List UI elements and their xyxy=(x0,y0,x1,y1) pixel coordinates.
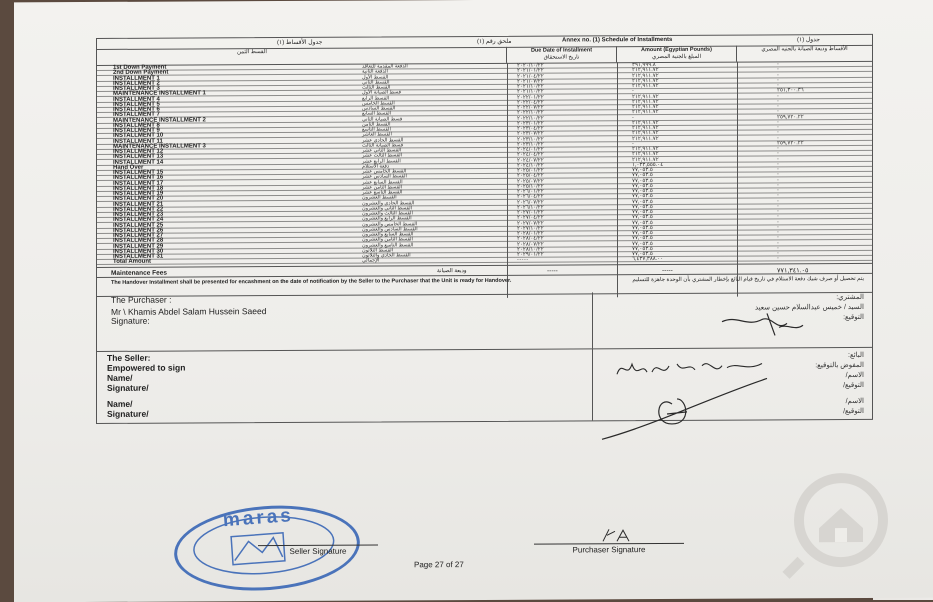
seller-handwritten-signature xyxy=(597,353,797,444)
table-cell-maint: - xyxy=(777,82,779,89)
table-cell-en: INSTALLMENT 29 xyxy=(113,243,164,250)
table-cell-amount: ٧٧,٠٥٣.٥ xyxy=(632,198,653,205)
table-cell-maint: - xyxy=(777,250,779,257)
table-cell-en: INSTALLMENT 30 xyxy=(113,248,164,255)
purchaser-name-ar: السيد / خميس عبدالسلام حسين سعيد xyxy=(754,303,864,312)
table-cell-date: ٢٠٢٦/١٠/٢٢ xyxy=(517,204,544,211)
table-cell-amount: ٧٧,٠٥٣.٥ xyxy=(632,209,653,216)
table-cell-en: INSTALLMENT 23 xyxy=(113,211,164,218)
table-cell-amount: ٢١٢,٩١١.٧٢ xyxy=(632,77,659,84)
table-cell-ar: القسط التاسع xyxy=(362,126,391,133)
table-cell-date: ٢٠٢٣/٠٤/٢٢ xyxy=(517,125,544,132)
header-mid-en: Annex no. (1) Schedule of Installments xyxy=(562,36,673,44)
table-cell-date: ٢٠٢١/١٠/٢٢ xyxy=(517,88,544,96)
table-cell-date: ٢٠٢٥/٠٧/٢٢ xyxy=(517,178,544,185)
seller-empowered-ar: المفوض بالتوقيع: xyxy=(815,361,864,370)
stamp-text: maras xyxy=(222,505,295,532)
table-cell-amount: ٧٧,٠٥٣.٥ xyxy=(632,245,653,252)
table-cell-en: INSTALLMENT 7 xyxy=(113,111,160,119)
table-cell-ar: القسط الرابع xyxy=(362,94,390,102)
table-cell-amount: ٧٧,٠٥٣.٥ xyxy=(632,172,653,179)
table-cell-date: ٢٠٢٧/٠١/٢٢ xyxy=(517,209,544,216)
total-cell-date: ----- xyxy=(517,256,529,264)
table-cell-amount: ٢١٢,٩١١.٧٢ xyxy=(632,93,659,100)
table-cell-date: ٢٠٢٠/١٠/٢٢ xyxy=(517,62,544,69)
table-cell-en: MAINTENANCE INSTALLMENT 1 xyxy=(113,90,206,98)
table-cell-date: ٢٠٢٧/١٠/٢٢ xyxy=(517,225,544,232)
maintenance-fees-row: Maintenance Fees وديعة الصيانة ----- ----- ٧٧١,٣٤١.٠٥ xyxy=(97,263,872,278)
home-watermark-icon xyxy=(771,470,911,581)
purchaser-name: Mr \ Khamis Abdel Salam Hussein Saeed xyxy=(111,306,267,317)
table-cell-en: Hand Over xyxy=(113,164,144,171)
table-cell-maint: ٢٥٩,٧٢٠.٢٢ xyxy=(777,140,804,147)
table-cell-date: ٢٠٢٤/١٠/٢٢ xyxy=(517,162,544,169)
page-number: Page 27 of 27 xyxy=(414,560,464,570)
table-cell-date: ٢٠٢٢/٠٤/٢٢ xyxy=(517,99,544,106)
table-cell-amount: ٧٧,٠٥٣.٥ xyxy=(632,224,653,231)
table-cell-date: ٢٠٢١/٠٧/٢٢ xyxy=(517,78,544,85)
seller-label-ar: البائع: xyxy=(848,351,864,360)
table-cell-maint: - xyxy=(777,197,779,204)
table-cell-maint: - xyxy=(777,161,779,168)
col-divider xyxy=(507,63,508,298)
table-cell-amount: ٢١٢,٩١١.٧٢ xyxy=(632,104,659,111)
table-cell-date: ٢٠٢٢/١٠/٢٢ xyxy=(517,109,544,117)
purchaser-initials xyxy=(599,527,659,545)
table-cell-ar: القسط الثلاثون xyxy=(362,247,394,254)
table-cell-amount: ٢١٢,٩١١.٧٢ xyxy=(632,98,659,105)
table-cell-date: ٢٠٢١/٠١/٢٢ xyxy=(517,67,544,75)
seller-signature-line: Seller Signature xyxy=(258,545,378,557)
table-cell-en: INSTALLMENT 5 xyxy=(113,101,160,108)
table-cell-amount: ٢١٢,٩١١.٧٢ xyxy=(632,72,659,79)
table-cell-amount: ٧٧,٠٥٣.٥ xyxy=(632,203,653,210)
table-cell-ar: الدفعة المقدمة للتعاقد xyxy=(362,63,408,70)
table-cell-ar: القسط الثاني عشر xyxy=(362,147,402,154)
table-cell-date: ٢٠٢٣/١٠/٢٢ xyxy=(517,141,544,148)
table-cell-en: INSTALLMENT 4 xyxy=(113,96,160,103)
seller-signature-2: Signature/ xyxy=(107,408,149,419)
table-cell-amount: ٧٧,٠٥٣.٥ xyxy=(632,182,653,189)
seller-name-2-ar: الاسم/ xyxy=(845,397,864,406)
table-cell-date: ٢٠٢٣/٠١/٢٢ xyxy=(517,120,544,127)
table-cell-en: INSTALLMENT 13 xyxy=(113,153,164,161)
table-cell-maint: - xyxy=(777,66,779,73)
table-cell-amount: ٧٧,٠٥٣.٥ xyxy=(632,177,653,184)
table-cell-en: 1st Down Payment xyxy=(113,64,167,71)
table-cell-amount: ٢١٢,٩١١.٧٢ xyxy=(632,130,659,137)
table-cell-en: INSTALLMENT 16 xyxy=(113,174,164,182)
table-cell-amount: ٧٧,٠٥٣.٥ xyxy=(632,193,653,200)
table-cell-amount: ٧٧,٠٥٣.٥ xyxy=(632,214,653,221)
table-cell-amount: ٢١٢,٩١١.٧٢ xyxy=(632,146,659,153)
table-cell-maint: - xyxy=(777,108,779,115)
table-cell-maint: ٢٥٩,٧٢٠.٢٢ xyxy=(777,113,804,120)
table-cell-en: INSTALLMENT 15 xyxy=(113,169,164,176)
table-cell-ar: القسط الحادي والعشرون xyxy=(362,199,415,207)
seller-empowered: Empowered to sign xyxy=(107,362,186,373)
table-cell-date: ٢٠٢٣/٠٧/٢٢ xyxy=(517,130,544,138)
purchaser-signature-line: Purchaser Signature xyxy=(534,543,684,555)
table-cell-maint: - xyxy=(777,245,779,252)
table-cell-ar: القسط الرابع عشر xyxy=(362,157,401,165)
table-cell-amount: ٢١٢,٩١١.٧٢ xyxy=(632,156,659,163)
seller-name-1: Name/ xyxy=(107,372,133,383)
total-cell-amount: ٦,٤٣٧,٣٨٨.٠٠ xyxy=(632,256,664,263)
table-cell-date: ٢٠٢٦/٠١/٢٢ xyxy=(517,188,544,195)
table-cell-ar: القسط التاسع والعشرون xyxy=(362,241,414,249)
table-cell-en: INSTALLMENT 25 xyxy=(113,222,164,229)
table-cell-amount: ١,٠٣٣,٥٥٥.٠٤ xyxy=(632,161,664,168)
purchaser-handwritten-signature xyxy=(717,309,807,339)
table-cell-maint: - xyxy=(777,155,779,162)
header-mid-ar: ملحق رقم (١) xyxy=(477,38,512,45)
table-cell-date: ٢٠٢٧/٠٧/٢٢ xyxy=(517,220,544,227)
table-cell-amount: - xyxy=(632,114,635,121)
table-cell-maint: - xyxy=(777,98,779,105)
table-cell-amount: ٧٧,٠٥٣.٥ xyxy=(632,235,653,242)
table-cell-amount: ٢١٢,٩١١.٧٢ xyxy=(632,83,659,90)
block-divider xyxy=(592,348,593,420)
table-cell-ar: القسط الرابع والعشرون xyxy=(362,215,412,222)
table-cell-amount: ٢١٢,٩١١.٧٢ xyxy=(632,119,659,126)
table-cell-en: INSTALLMENT 1 xyxy=(113,75,160,82)
total-cell-en: Total Amount xyxy=(113,258,151,266)
table-cell-date: ٢٠٢١/٠٤/٢٢ xyxy=(517,73,544,80)
table-cell-date: ٢٠٢٥/٠٤/٢٢ xyxy=(517,172,544,180)
table-cell-maint: - xyxy=(777,77,779,84)
table-cell-ar: القسط الخامس عشر xyxy=(362,168,407,175)
table-cell-ar: القسط الثالث عشر xyxy=(362,152,403,159)
table-cell-maint: - xyxy=(777,171,779,178)
table-cell-en: MAINTENANCE INSTALLMENT 2 xyxy=(113,116,206,124)
table-cell-amount: ٢١٢,٩١١.٧٢ xyxy=(632,125,659,132)
table-cell-maint: - xyxy=(777,145,779,152)
seller-name-2: Name/ xyxy=(107,398,133,409)
table-cell-ar: قسط الصيانة الأول xyxy=(362,89,402,96)
table-cell-en: INSTALLMENT 28 xyxy=(113,237,164,245)
table-cell-date: ٢٠٢٤/٠١/٢٢ xyxy=(517,146,544,153)
table-cell-date: ٢٠٢٨/٠١/٢٢ xyxy=(517,230,544,237)
table-cell-maint: - xyxy=(777,150,779,157)
table-cell-maint: - xyxy=(777,229,779,236)
table-cell-ar: القسط السادس عشر xyxy=(362,173,407,180)
table-cell-date: ٢٠٢٨/٠٤/٢٢ xyxy=(517,235,544,243)
table-cell-maint: - xyxy=(777,224,779,231)
table-cell-amount: ٧٧,٠٥٣.٥ xyxy=(632,167,653,174)
table-cell-ar: القسط السادس والعشرون xyxy=(362,226,418,233)
table-cell-ar: القسط السادس xyxy=(362,105,396,112)
table-cell-maint: - xyxy=(777,213,779,220)
table-cell-en: INSTALLMENT 3 xyxy=(113,85,160,92)
table-cell-maint: - xyxy=(777,203,779,210)
table-cell-ar: الدفعة الثانية xyxy=(362,68,388,75)
table-cell-amount: ٧٧,٠٥٣.٥ xyxy=(632,219,653,226)
col-header-installment: القسط الثمن xyxy=(97,47,507,65)
table-cell-maint: - xyxy=(777,218,779,225)
table-cell-en: INSTALLMENT 27 xyxy=(113,232,164,239)
col-header-due-date: Due Date of Installment تاريخ الاستحقاق xyxy=(507,46,617,63)
table-cell-ar: القسط الثاني xyxy=(362,79,390,86)
table-cell-date: ٢٠٢٢/١٠/٢٢ xyxy=(517,115,544,122)
table-cell-date: ٢٠٢٥/١٠/٢٢ xyxy=(517,183,544,190)
table-cell-date: ٢٠٢١/١٠/٢٢ xyxy=(517,83,544,90)
table-cell-en: INSTALLMENT 8 xyxy=(113,122,160,129)
table-cell-maint: - xyxy=(777,124,779,131)
seller-signature-1: Signature/ xyxy=(107,382,149,393)
table-cell-maint: - xyxy=(777,166,779,173)
col-header-amount: Amount (Egyptian Pounds) المبلغ بالجنية المصري xyxy=(617,46,737,63)
header-left: جدول الأقساط (١) xyxy=(277,39,323,47)
table-cell-maint: - xyxy=(777,182,779,189)
table-cell-en: INSTALLMENT 17 xyxy=(113,180,164,187)
table-cell-date: ٢٠٢٧/٠٤/٢٢ xyxy=(517,214,544,222)
table-cell-amount: ٧٧,٠٥٣.٥ xyxy=(632,188,653,195)
table-cell-ar: القسط السابع والعشرون xyxy=(362,231,414,238)
table-cell-en: INSTALLMENT 31 xyxy=(113,253,164,260)
table-cell-amount: ٣٩١,٩٩٩.٨ xyxy=(632,62,656,69)
table-cell-ar: القسط الأول xyxy=(362,73,389,81)
table-cell-date: ٢٠٢٥/٠١/٢٢ xyxy=(517,167,544,174)
purchaser-block xyxy=(97,291,872,352)
table-cell-ar: القسط العاشر xyxy=(362,131,392,138)
table-cell-maint: - xyxy=(777,71,779,78)
block-divider xyxy=(592,292,593,348)
table-cell-amount: - xyxy=(632,140,635,147)
table-cell-amount: ٢١٢,٩١١.٧٢ xyxy=(632,109,659,116)
table-cell-en: INSTALLMENT 22 xyxy=(113,206,164,213)
table-cell-date: ٢٠٢٩/٠١/٢٢ xyxy=(517,251,544,258)
col-header-maintenance: الأقساط وديعة الصيانة بالجنيه المصري xyxy=(761,46,848,53)
table-cell-amount: ٧٧,٠٥٣.٥ xyxy=(632,251,653,258)
table-cell-date: ٢٠٢٨/١٠/٢٢ xyxy=(517,246,544,253)
handover-note: The Handover Installment shall be presented for encashment on the date of notification by the Seller to the Purchaser that the Unit is ready for Handover. يتم تحصيل أو صرف شيك دفعة الاستلام في تاريخ قيام البائع بإخطار المشتري بأن الوحدة جاهزة للتسليم xyxy=(97,273,872,297)
table-cell-ar: القسط السابع xyxy=(362,110,391,117)
table-cell-date: ٢٠٢٣/١٠/٢٢ xyxy=(517,136,544,143)
table-cell-maint: - xyxy=(777,92,779,99)
table-cell-date: ٢٠٢٦/٠٤/٢٢ xyxy=(517,193,544,201)
table-cell-amount: ٧٧,٠٥٣.٥ xyxy=(632,230,653,237)
table-cell-en: INSTALLMENT 2 xyxy=(113,80,160,87)
header-right: جدول (١) xyxy=(797,37,821,44)
purchaser-label-ar: المشتري: xyxy=(836,293,864,302)
table-cell-ar: قسط الصيانة الثالث xyxy=(362,142,404,149)
table-cell-maint: - xyxy=(777,234,779,241)
table-cell-amount: - xyxy=(632,88,635,95)
table-cell-en: INSTALLMENT 10 xyxy=(113,132,164,140)
table-cell-ar: القسط العشرون xyxy=(362,194,397,201)
purchaser-signature-label: Signature: xyxy=(111,315,150,326)
table-cell-ar: القسط الثالث xyxy=(362,84,391,91)
table-cell-ar: القسط الثالث والعشرون xyxy=(362,210,413,217)
table-cell-maint: - xyxy=(777,129,779,136)
table-cell-amount: ٧٧,٠٥٣.٥ xyxy=(632,240,653,247)
table-cell-ar: القسط السابع عشر xyxy=(362,178,403,186)
table-cell-ar: القسط الخامس xyxy=(362,100,395,107)
table-cell-en: INSTALLMENT 20 xyxy=(113,195,164,203)
table-cell-amount: ٢١٢,٩١١.٧٢ xyxy=(632,67,659,74)
total-cell-ar: الإجمالي xyxy=(362,257,380,264)
table-cell-ar: القسط الخامس والعشرون xyxy=(362,220,418,228)
seller-signature-1-ar: التوقيع/ xyxy=(843,381,864,390)
table-cell-en: INSTALLMENT 14 xyxy=(113,159,164,166)
purchaser-signature-ar: التوقيع: xyxy=(843,313,864,322)
table-cell-amount: ٢١٢,٩١١.٧٢ xyxy=(632,135,659,142)
table-cell-date: ٢٠٢٢/٠١/٢٢ xyxy=(517,94,544,101)
seller-signature-2-ar: التوقيع/ xyxy=(843,407,864,416)
table-cell-en: INSTALLMENT 21 xyxy=(113,201,164,208)
table-cell-amount: ٢١٢,٩١١.٧٢ xyxy=(632,151,659,158)
installment-schedule-table xyxy=(96,34,873,424)
table-cell-date: ٢٠٢٤/٠٤/٢٢ xyxy=(517,151,544,159)
table-cell-ar: القسط الثامن والعشرون xyxy=(362,236,413,243)
table-cell-en: INSTALLMENT 19 xyxy=(113,190,164,197)
table-cell-en: INSTALLMENT 24 xyxy=(113,216,164,224)
table-cell-maint: - xyxy=(777,119,779,126)
purchaser-label: The Purchaser : xyxy=(111,294,172,305)
table-cell-date: ٢٠٢٢/٠٧/٢٢ xyxy=(517,104,544,111)
table-cell-en: INSTALLMENT 18 xyxy=(113,185,164,192)
table-cell-date: ٢٠٢٦/٠٧/٢٢ xyxy=(517,199,544,206)
table-cell-maint: - xyxy=(777,239,779,246)
table-cell-ar: قسط الصيانة الثاني xyxy=(362,115,403,123)
table-cell-maint: - xyxy=(777,192,779,199)
seller-label: The Seller: xyxy=(107,352,151,363)
table-cell-en: INSTALLMENT 9 xyxy=(113,127,160,134)
table-cell-ar: القسط الحادي عشر xyxy=(362,136,404,144)
table-cell-maint: - xyxy=(777,176,779,183)
table-cell-en: INSTALLMENT 12 xyxy=(113,148,164,155)
table-cell-maint: - xyxy=(777,187,779,194)
table-cell-ar: دفعة الاستلام xyxy=(362,163,390,170)
table-cell-maint: ٢٥١,٣٠٠.٣٦ xyxy=(777,87,804,94)
table-cell-date: ٢٠٢٤/٠٧/٢٢ xyxy=(517,157,544,164)
col-divider xyxy=(737,62,738,297)
table-cell-date: ٢٠٢٨/٠٧/٢٢ xyxy=(517,241,544,248)
total-cell-maint: - xyxy=(777,255,779,262)
table-cell-ar: القسط الثامن xyxy=(362,121,391,128)
table-cell-maint: - xyxy=(777,134,779,141)
table-cell-ar: القسط التاسع عشر xyxy=(362,189,403,196)
seller-name-1-ar: الاسم/ xyxy=(845,371,864,380)
table-cell-maint: - xyxy=(777,61,779,68)
table-cell-en: INSTALLMENT 6 xyxy=(113,106,160,113)
table-cell-maint: - xyxy=(777,208,779,215)
document-page xyxy=(14,0,933,602)
table-cell-en: INSTALLMENT 11 xyxy=(113,138,163,145)
table-cell-en: MAINTENANCE INSTALLMENT 3 xyxy=(113,143,206,150)
table-cell-maint: - xyxy=(777,103,779,110)
table-cell-en: 2nd Down Payment xyxy=(113,69,169,77)
table-cell-en: INSTALLMENT 26 xyxy=(113,227,164,234)
table-cell-ar: القسط الحادي والثلاثون xyxy=(362,252,411,259)
col-divider xyxy=(617,62,618,297)
table-cell-ar: القسط الثاني والعشرون xyxy=(362,205,412,212)
table-cell-ar: القسط الثامن عشر xyxy=(362,184,403,191)
